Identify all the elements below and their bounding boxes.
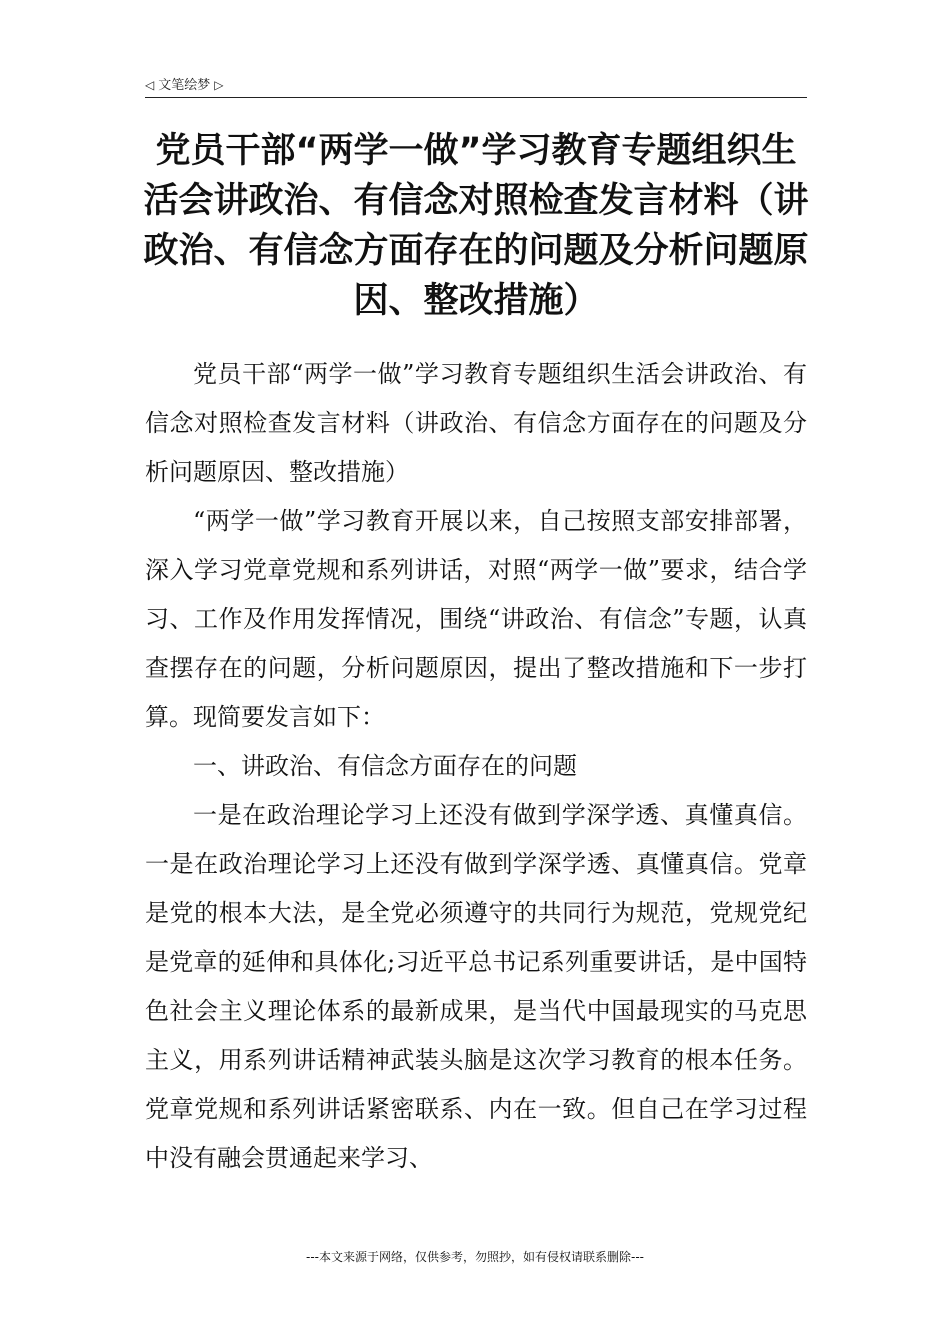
body-paragraph-3: 一是在政治理论学习上还没有做到学深学透、真懂真信。一是在政治理论学习上还没有做到学深学透、真懂真信。党章是党的根本大法，是全党必须遵守的共同行为规范，党规党纪是党章的延伸和具体化;习近平总书记系列重要讲话，是中国特色社会主义理论体系的最新成果，是当代中国最现实的马克思主义，用系列讲话精神武装头脑是这次学习教育的根本任务。党章党规和系列讲话紧密联系、内在一致。但自己在学习过程中没有融会贯通起来学习、 — [145, 801, 807, 1172]
section-heading-1: 一、讲政治、有信念方面存在的问题 — [193, 752, 577, 780]
page-header — [145, 74, 807, 96]
body-paragraph-2: “两学一做”学习教育开展以来，自己按照支部安排部署，深入学习党章党规和系列讲话，对照“两学一做”要求，结合学习、工作及作用发挥情况，围绕“讲政治、有信念”专题，认真查摆存在的问题，分析问题原因，提出了整改措施和下一步打算。现简要发言如下： — [145, 507, 807, 731]
page-footer: ---本文来源于网络，仅供参考，勿照抄，如有侵权请联系删除--- — [306, 1250, 644, 1264]
document-body — [145, 350, 807, 1183]
left-triangle-icon: ◁ — [145, 78, 155, 92]
body-paragraph-1: 党员干部“两学一做”学习教育专题组织生活会讲政治、有信念对照检查发言材料（讲政治、有信念方面存在的问题及分析问题原因、整改措施） — [145, 360, 807, 486]
right-triangle-icon: ▷ — [214, 78, 224, 92]
header-brand: 文笔绘梦 — [158, 78, 211, 93]
header-divider — [145, 97, 807, 98]
document-title: 党员干部“两学一做”学习教育专题组织生活会讲政治、有信念对照检查发言材料（讲政治、有信念方面存在的问题及分析问题原因、整改措施） — [143, 131, 809, 321]
